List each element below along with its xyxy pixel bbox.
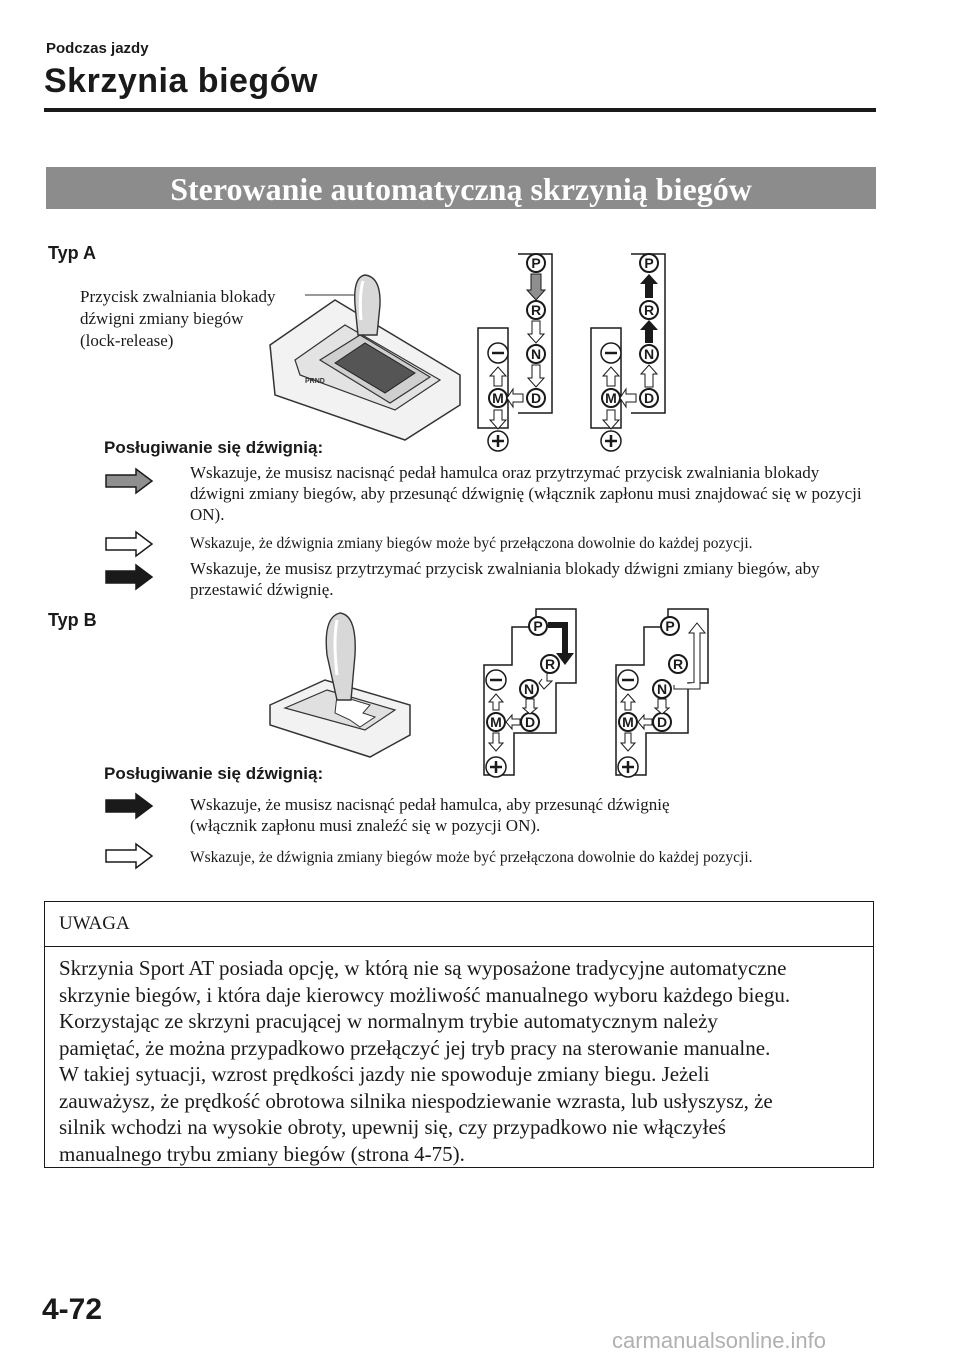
gate-label-r: R bbox=[544, 656, 556, 672]
gate-label-p: P bbox=[533, 618, 543, 634]
type-b-usage-label: Posługiwanie się dźwignią: bbox=[104, 764, 324, 783]
gate-label-m: M bbox=[490, 714, 502, 730]
gate-label-d: D bbox=[530, 390, 542, 406]
shifter-illustration-a bbox=[265, 265, 465, 445]
svg-text:PRND: PRND bbox=[305, 378, 325, 385]
gate-label-r: R bbox=[530, 302, 542, 318]
gray-arrow-icon bbox=[104, 467, 154, 495]
gate-label-d: D bbox=[656, 714, 668, 730]
gate-label-m: M bbox=[622, 714, 634, 730]
note-line: zauważysz, że prędkość obrotowa silnika niespodziewanie wzrasta, lub usłyszysz, że bbox=[59, 1088, 773, 1113]
legend-text: Wskazuje, że musisz nacisnąć pedał hamulca, aby przesunąć dźwignię (włącznik zapłonu musi znaleźć się w pozycji ON). bbox=[190, 795, 670, 835]
legend-text: Wskazuje, że dźwignia zmiany biegów może być przełączona dowolnie do każdej pozycji. bbox=[190, 849, 753, 866]
section-banner: Sterowanie automatyczną skrzynią biegów bbox=[46, 167, 876, 209]
page-title: Skrzynia biegów bbox=[44, 62, 318, 100]
gate-label-n: N bbox=[523, 681, 535, 697]
gate-label-d: D bbox=[524, 714, 536, 730]
note-line: Korzystając ze skrzyni pracującej w normalnym trybie automatycznym należy bbox=[59, 1009, 718, 1033]
note-heading: UWAGA bbox=[45, 902, 873, 947]
section-label: Podczas jazdy bbox=[46, 40, 149, 57]
outline-arrow-icon bbox=[104, 530, 154, 558]
type-a-usage-label: Posługiwanie się dźwignią: bbox=[104, 438, 324, 457]
gate-label-n: N bbox=[656, 681, 668, 697]
callout-line: dźwigni zmiany biegów bbox=[80, 309, 244, 328]
gate-diagram-b2 bbox=[608, 605, 728, 785]
shifter-illustration-b bbox=[265, 605, 415, 760]
page-number: 4-72 bbox=[42, 1293, 103, 1326]
gate-diagram-a1 bbox=[470, 248, 560, 458]
note-line: pamiętać, że można przypadkowo przełączyć jej tryb pracy na sterowanie manualne. bbox=[59, 1035, 771, 1060]
type-a-label: Typ A bbox=[48, 243, 96, 263]
note-line: Skrzynia Sport AT posiada opcję, w którą nie są wyposażone tradycyjne automatyczne bbox=[59, 956, 787, 980]
outline-arrow-icon bbox=[104, 842, 154, 870]
note-line: silnik wchodzi na wysokie obroty, upewnij się, czy przypadkowo nie włączyłeś bbox=[59, 1115, 726, 1139]
note-line: skrzynie biegów, i która daje kierowcy możliwość manualnego wyboru każdego biegu. bbox=[59, 982, 791, 1007]
note-box bbox=[44, 901, 874, 1168]
title-rule bbox=[44, 108, 876, 112]
gate-label-d: D bbox=[643, 390, 655, 406]
gate-label-p: P bbox=[665, 618, 675, 634]
callout-line: Przycisk zwalniania blokady bbox=[80, 287, 276, 306]
gate-label-m: M bbox=[605, 390, 617, 406]
gate-label-p: P bbox=[644, 255, 654, 271]
gate-label-m: M bbox=[492, 390, 504, 406]
legend-text: Wskazuje, że musisz przytrzymać przycisk zwalniania blokady dźwigni zmiany biegów, aby przestawić dźwignię. bbox=[190, 559, 820, 599]
black-arrow-icon bbox=[104, 563, 154, 591]
note-line: W takiej sytuacji, wzrost prędkości jazdy nie spowoduje zmiany biegu. Jeżeli bbox=[59, 1062, 710, 1086]
note-line: manualnego trybu zmiany biegów (strona 4-75). bbox=[59, 1141, 465, 1166]
gate-diagram-a2 bbox=[583, 248, 673, 458]
watermark: carmanualsonline.info bbox=[612, 1328, 827, 1353]
gate-label-r: R bbox=[672, 656, 684, 672]
black-arrow-icon bbox=[104, 792, 154, 820]
legend-text: Wskazuje, że dźwignia zmiany biegów może być przełączona dowolnie do każdej pozycji. bbox=[190, 535, 753, 552]
gate-diagram-b1 bbox=[476, 605, 596, 785]
gate-label-n: N bbox=[643, 346, 655, 362]
gate-label-p: P bbox=[531, 255, 541, 271]
type-b-label: Typ B bbox=[48, 610, 97, 630]
note-body bbox=[45, 947, 873, 1175]
legend-text: Wskazuje, że musisz nacisnąć pedał hamulca oraz przytrzymać przycisk zwalniania blokady dźwigni zmiany biegów, aby przesunąć dźwignię (włącznik zapłonu musi znajdować się w pozycji ON). bbox=[190, 463, 862, 524]
gate-label-n: N bbox=[530, 346, 542, 362]
callout-line: (lock-release) bbox=[80, 331, 174, 350]
gate-label-r: R bbox=[643, 302, 655, 318]
